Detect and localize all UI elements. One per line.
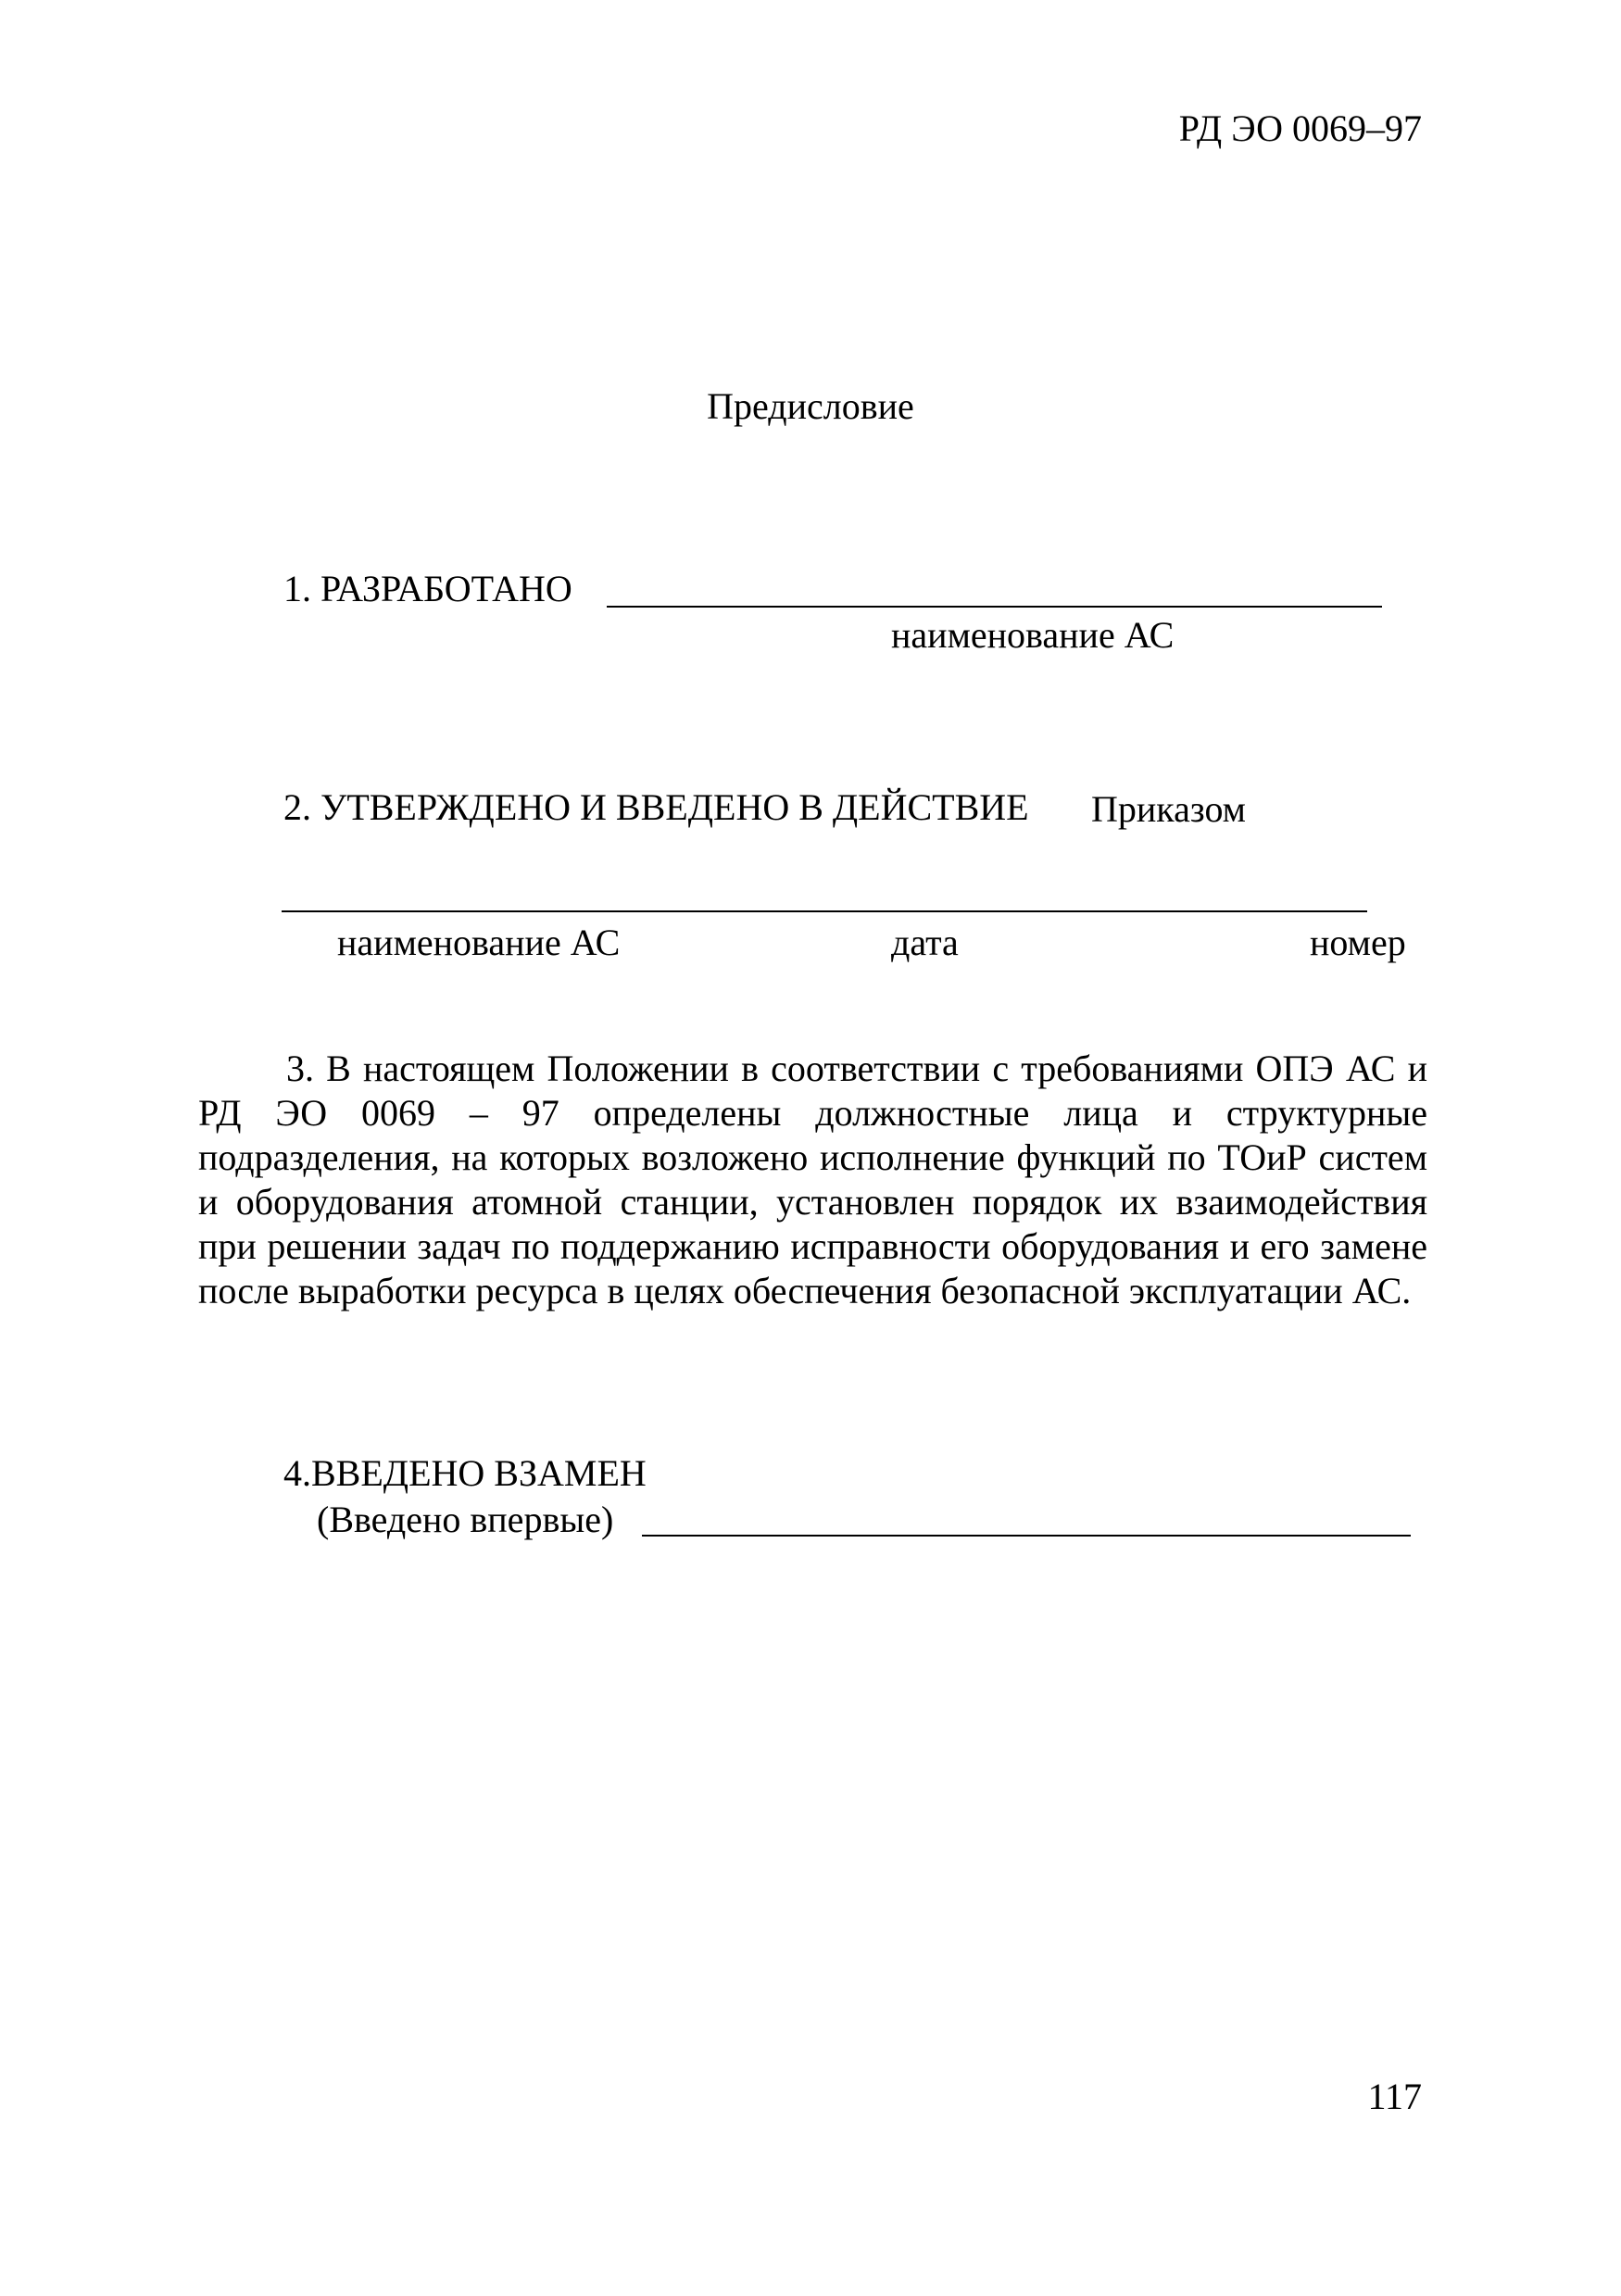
item3-paragraph: 3. В настоящем Положении в соответствии с требованиями ОПЭ АС и РД ЭО 0069 – 97 определены должностные лица и структурные подразделения, на которых возложено исполнение функций по ТОиР систем и оборудования атомной станции, установлен порядок их взаимодействия при решении задач по поддержанию исправности оборудования и его замене после выработки ресурса в целях обеспечения безопасной эксплуатации АС. [198,1048,1427,1311]
item1-label: 1. РАЗРАБОТАНО [283,568,572,609]
item1-caption: наименование АС [891,614,1175,656]
document-code: РД ЭО 0069–97 [1178,107,1422,149]
item4-blank-line [642,1535,1411,1537]
item2-order: Приказом [1091,788,1246,830]
item2-caption-number: номер [1310,922,1406,963]
page-number: 117 [1367,2076,1422,2117]
item2-caption-date: дата [891,922,959,963]
item4-label: 4.ВВЕДЕНО ВЗАМЕН [283,1452,647,1494]
page-title: Предисловие [707,385,914,427]
item4-sublabel: (Введено впервые) [317,1499,614,1540]
item2-label: 2. УТВЕРЖДЕНО И ВВЕДЕНО В ДЕЙСТВИЕ [283,786,1029,828]
item2-blank-line [282,910,1367,912]
item1-blank-line [607,606,1382,608]
item2-caption-name: наименование АС [337,922,621,963]
